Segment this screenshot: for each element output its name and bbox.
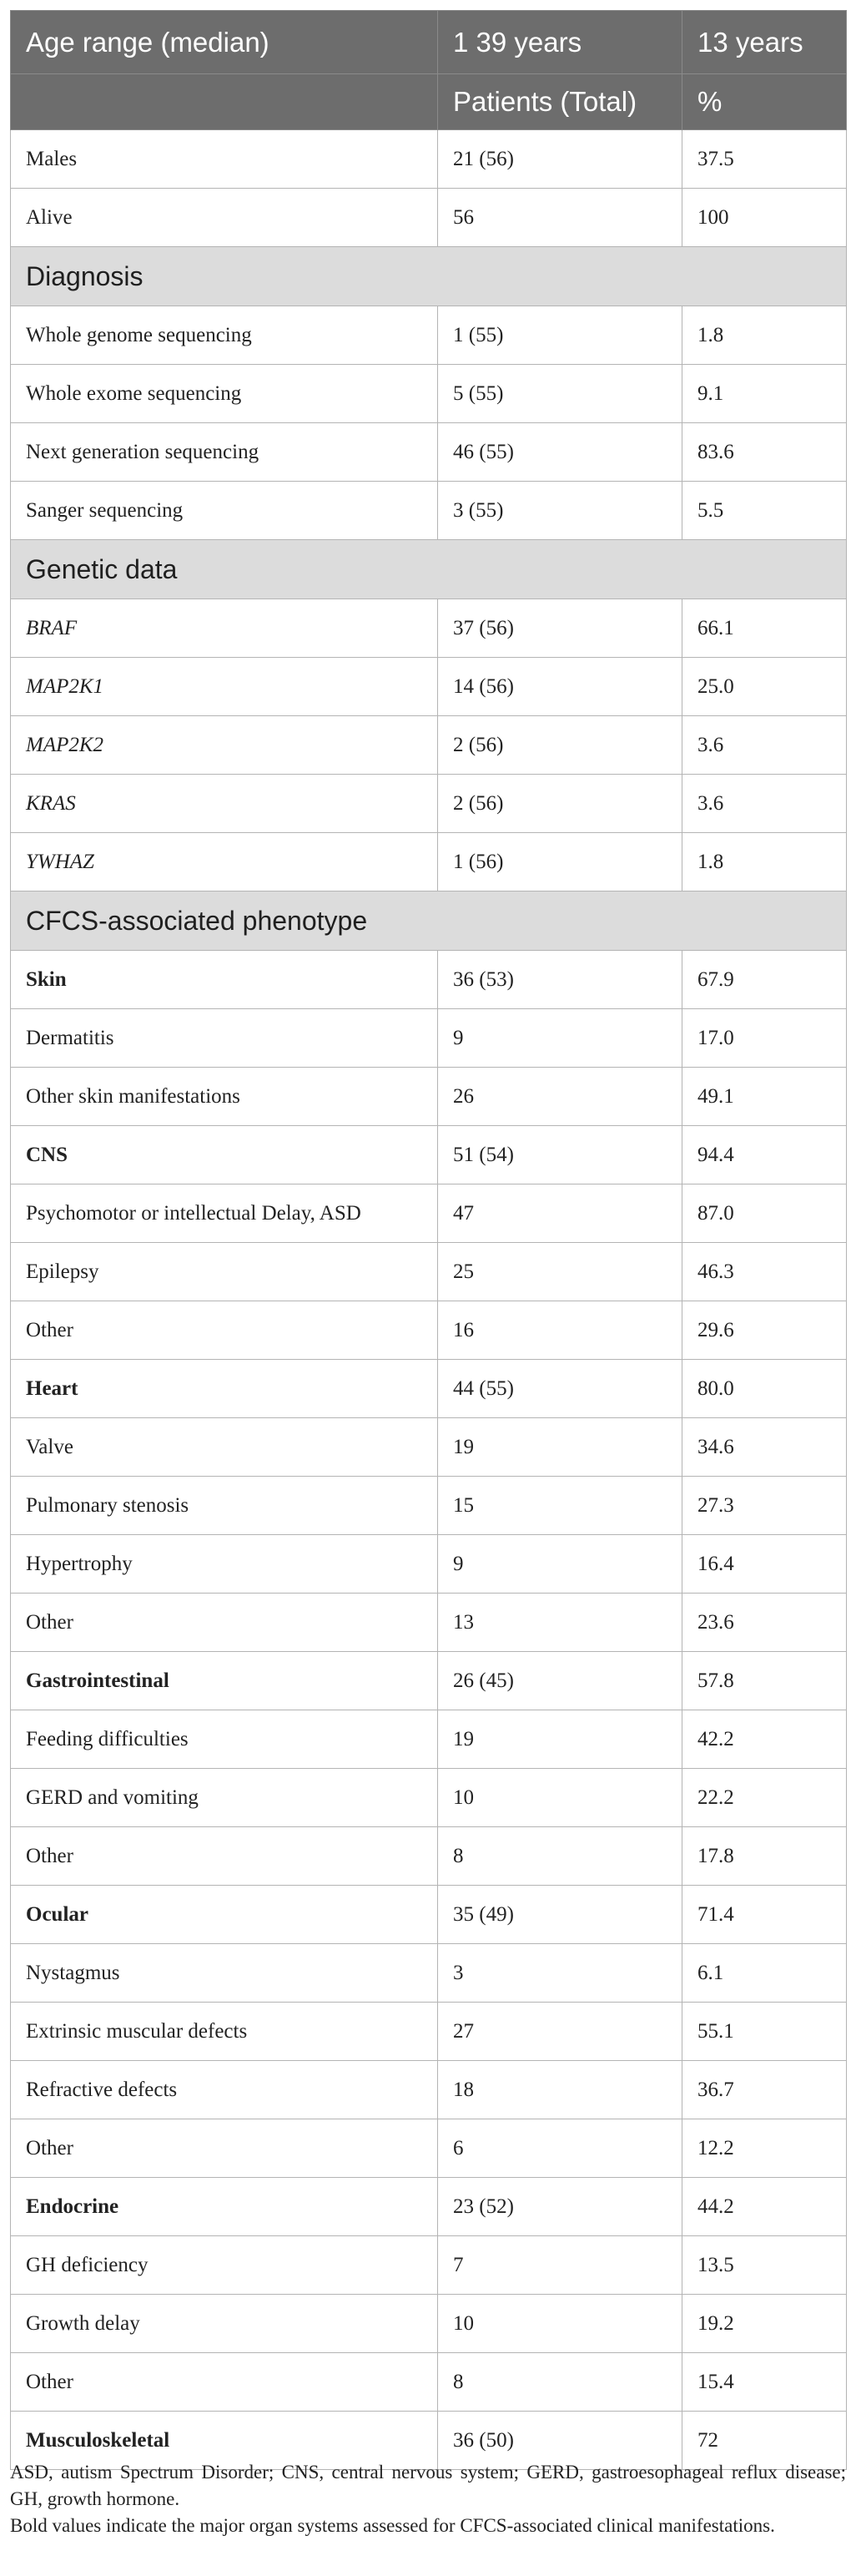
row-percent: 27.3 [682, 1477, 847, 1535]
row-label: Other [11, 2119, 438, 2178]
table-row [11, 2003, 847, 2061]
header-row-2 [11, 74, 847, 130]
header-percent: % [682, 74, 847, 130]
row-label: Males [11, 130, 438, 189]
table-row [11, 423, 847, 482]
table-row [11, 2353, 847, 2412]
table-row [11, 1301, 847, 1360]
row-percent: 42.2 [682, 1710, 847, 1769]
row-label: Ocular [11, 1886, 438, 1944]
row-patients: 9 [438, 1535, 682, 1594]
row-label: Next generation sequencing [11, 423, 438, 482]
header-age-span: 1 39 years [438, 11, 682, 74]
section-title: Genetic data [11, 540, 847, 599]
patient-characteristics-table [10, 10, 847, 2470]
row-label: Feeding difficulties [11, 1710, 438, 1769]
row-patients: 7 [438, 2236, 682, 2295]
row-label: Other [11, 2353, 438, 2412]
row-label: Epilepsy [11, 1243, 438, 1301]
row-label: Psychomotor or intellectual Delay, ASD [11, 1184, 438, 1243]
row-label: MAP2K1 [11, 658, 438, 716]
row-label: Alive [11, 189, 438, 247]
table-row [11, 1944, 847, 2003]
row-patients: 9 [438, 1009, 682, 1068]
row-label: GERD and vomiting [11, 1769, 438, 1827]
row-label: Growth delay [11, 2295, 438, 2353]
row-patients: 44 (55) [438, 1360, 682, 1418]
row-patients: 36 (53) [438, 951, 682, 1009]
row-percent: 37.5 [682, 130, 847, 189]
row-percent: 15.4 [682, 2353, 847, 2412]
row-patients: 2 (56) [438, 716, 682, 775]
row-percent: 46.3 [682, 1243, 847, 1301]
header-age-range: Age range (median) [11, 11, 438, 74]
row-patients: 19 [438, 1418, 682, 1477]
table-row [11, 1418, 847, 1477]
row-label: Gastrointestinal [11, 1652, 438, 1710]
row-percent: 12.2 [682, 2119, 847, 2178]
row-label: Nystagmus [11, 1944, 438, 2003]
row-percent: 19.2 [682, 2295, 847, 2353]
table-row [11, 951, 847, 1009]
row-label: Whole exome sequencing [11, 365, 438, 423]
table-row [11, 2119, 847, 2178]
row-label: Extrinsic muscular defects [11, 2003, 438, 2061]
table-row [11, 365, 847, 423]
row-patients: 47 [438, 1184, 682, 1243]
row-label: Sanger sequencing [11, 482, 438, 540]
row-label: Pulmonary stenosis [11, 1477, 438, 1535]
table-row [11, 1068, 847, 1126]
section-title: CFCS-associated phenotype [11, 891, 847, 951]
row-label: Hypertrophy [11, 1535, 438, 1594]
row-percent: 71.4 [682, 1886, 847, 1944]
header-row [11, 11, 847, 74]
row-percent: 66.1 [682, 599, 847, 658]
row-patients: 3 [438, 1944, 682, 2003]
row-percent: 23.6 [682, 1594, 847, 1652]
section-header-row [11, 540, 847, 599]
table-row [11, 1886, 847, 1944]
row-percent: 29.6 [682, 1301, 847, 1360]
row-label: YWHAZ [11, 833, 438, 891]
row-percent: 9.1 [682, 365, 847, 423]
row-patients: 56 [438, 189, 682, 247]
row-label: Other skin manifestations [11, 1068, 438, 1126]
row-patients: 3 (55) [438, 482, 682, 540]
section-header-row [11, 891, 847, 951]
row-patients: 15 [438, 1477, 682, 1535]
row-label: Skin [11, 951, 438, 1009]
row-patients: 5 (55) [438, 365, 682, 423]
row-patients: 25 [438, 1243, 682, 1301]
table-row [11, 189, 847, 247]
row-percent: 94.4 [682, 1126, 847, 1184]
row-label: Dermatitis [11, 1009, 438, 1068]
row-patients: 46 (55) [438, 423, 682, 482]
table-row [11, 1594, 847, 1652]
row-patients: 10 [438, 1769, 682, 1827]
table-row [11, 1827, 847, 1886]
table-container [10, 10, 846, 2470]
row-label: BRAF [11, 599, 438, 658]
row-percent: 80.0 [682, 1360, 847, 1418]
row-patients: 13 [438, 1594, 682, 1652]
row-patients: 21 (56) [438, 130, 682, 189]
row-patients: 10 [438, 2295, 682, 2353]
row-label: Other [11, 1594, 438, 1652]
row-percent: 22.2 [682, 1769, 847, 1827]
table-row [11, 833, 847, 891]
table-row [11, 2295, 847, 2353]
row-percent: 25.0 [682, 658, 847, 716]
section-header-row [11, 247, 847, 306]
header-patients-total: Patients (Total) [438, 74, 682, 130]
row-label: Musculoskeletal [11, 2412, 438, 2470]
row-label: MAP2K2 [11, 716, 438, 775]
table-row [11, 1009, 847, 1068]
row-label: Other [11, 1301, 438, 1360]
row-patients: 36 (50) [438, 2412, 682, 2470]
row-percent: 3.6 [682, 775, 847, 833]
row-percent: 5.5 [682, 482, 847, 540]
table-row [11, 1652, 847, 1710]
row-percent: 13.5 [682, 2236, 847, 2295]
table-row [11, 1710, 847, 1769]
table-row [11, 2178, 847, 2236]
row-percent: 67.9 [682, 951, 847, 1009]
row-patients: 37 (56) [438, 599, 682, 658]
row-percent: 34.6 [682, 1418, 847, 1477]
row-percent: 44.2 [682, 2178, 847, 2236]
table-row [11, 2061, 847, 2119]
table-row [11, 1126, 847, 1184]
table-row [11, 482, 847, 540]
row-label: Valve [11, 1418, 438, 1477]
row-patients: 26 [438, 1068, 682, 1126]
row-patients: 23 (52) [438, 2178, 682, 2236]
table-row [11, 1360, 847, 1418]
row-percent: 57.8 [682, 1652, 847, 1710]
table-row [11, 2236, 847, 2295]
abbreviation-note: ASD, autism Spectrum Disorder; CNS, central nervous system; GERD, gastroesophageal reflux disease; GH, growth hormone. [10, 2462, 846, 2509]
row-label: Endocrine [11, 2178, 438, 2236]
table-row [11, 130, 847, 189]
row-label: KRAS [11, 775, 438, 833]
row-percent: 1.8 [682, 833, 847, 891]
row-percent: 83.6 [682, 423, 847, 482]
row-label: Refractive defects [11, 2061, 438, 2119]
row-patients: 1 (56) [438, 833, 682, 891]
section-title: Diagnosis [11, 247, 847, 306]
table-row [11, 1535, 847, 1594]
table-body [11, 130, 847, 2470]
row-percent: 17.0 [682, 1009, 847, 1068]
row-percent: 49.1 [682, 1068, 847, 1126]
row-label: Heart [11, 1360, 438, 1418]
row-percent: 55.1 [682, 2003, 847, 2061]
row-patients: 2 (56) [438, 775, 682, 833]
table-row [11, 658, 847, 716]
table-row [11, 599, 847, 658]
row-patients: 27 [438, 2003, 682, 2061]
row-percent: 36.7 [682, 2061, 847, 2119]
row-percent: 72 [682, 2412, 847, 2470]
bold-values-note: Bold values indicate the major organ systems assessed for CFCS-associated clinical manifestations. [10, 2515, 775, 2536]
table-row [11, 1184, 847, 1243]
row-percent: 17.8 [682, 1827, 847, 1886]
table-row [11, 1243, 847, 1301]
row-percent: 100 [682, 189, 847, 247]
row-percent: 3.6 [682, 716, 847, 775]
row-label: Other [11, 1827, 438, 1886]
table-row [11, 306, 847, 365]
row-patients: 1 (55) [438, 306, 682, 365]
row-patients: 8 [438, 2353, 682, 2412]
row-percent: 1.8 [682, 306, 847, 365]
row-percent: 16.4 [682, 1535, 847, 1594]
row-patients: 19 [438, 1710, 682, 1769]
row-patients: 8 [438, 1827, 682, 1886]
table-row [11, 1477, 847, 1535]
row-patients: 35 (49) [438, 1886, 682, 1944]
row-percent: 6.1 [682, 1944, 847, 2003]
row-patients: 16 [438, 1301, 682, 1360]
row-label: GH deficiency [11, 2236, 438, 2295]
row-patients: 18 [438, 2061, 682, 2119]
row-label: Whole genome sequencing [11, 306, 438, 365]
row-label: CNS [11, 1126, 438, 1184]
row-patients: 51 (54) [438, 1126, 682, 1184]
header-empty-cell [11, 74, 438, 130]
table-row [11, 775, 847, 833]
header-median-age: 13 years [682, 11, 847, 74]
table-row [11, 716, 847, 775]
table-row [11, 1769, 847, 1827]
row-patients: 14 (56) [438, 658, 682, 716]
row-patients: 6 [438, 2119, 682, 2178]
row-percent: 87.0 [682, 1184, 847, 1243]
row-patients: 26 (45) [438, 1652, 682, 1710]
table-footnotes [10, 2459, 846, 2539]
